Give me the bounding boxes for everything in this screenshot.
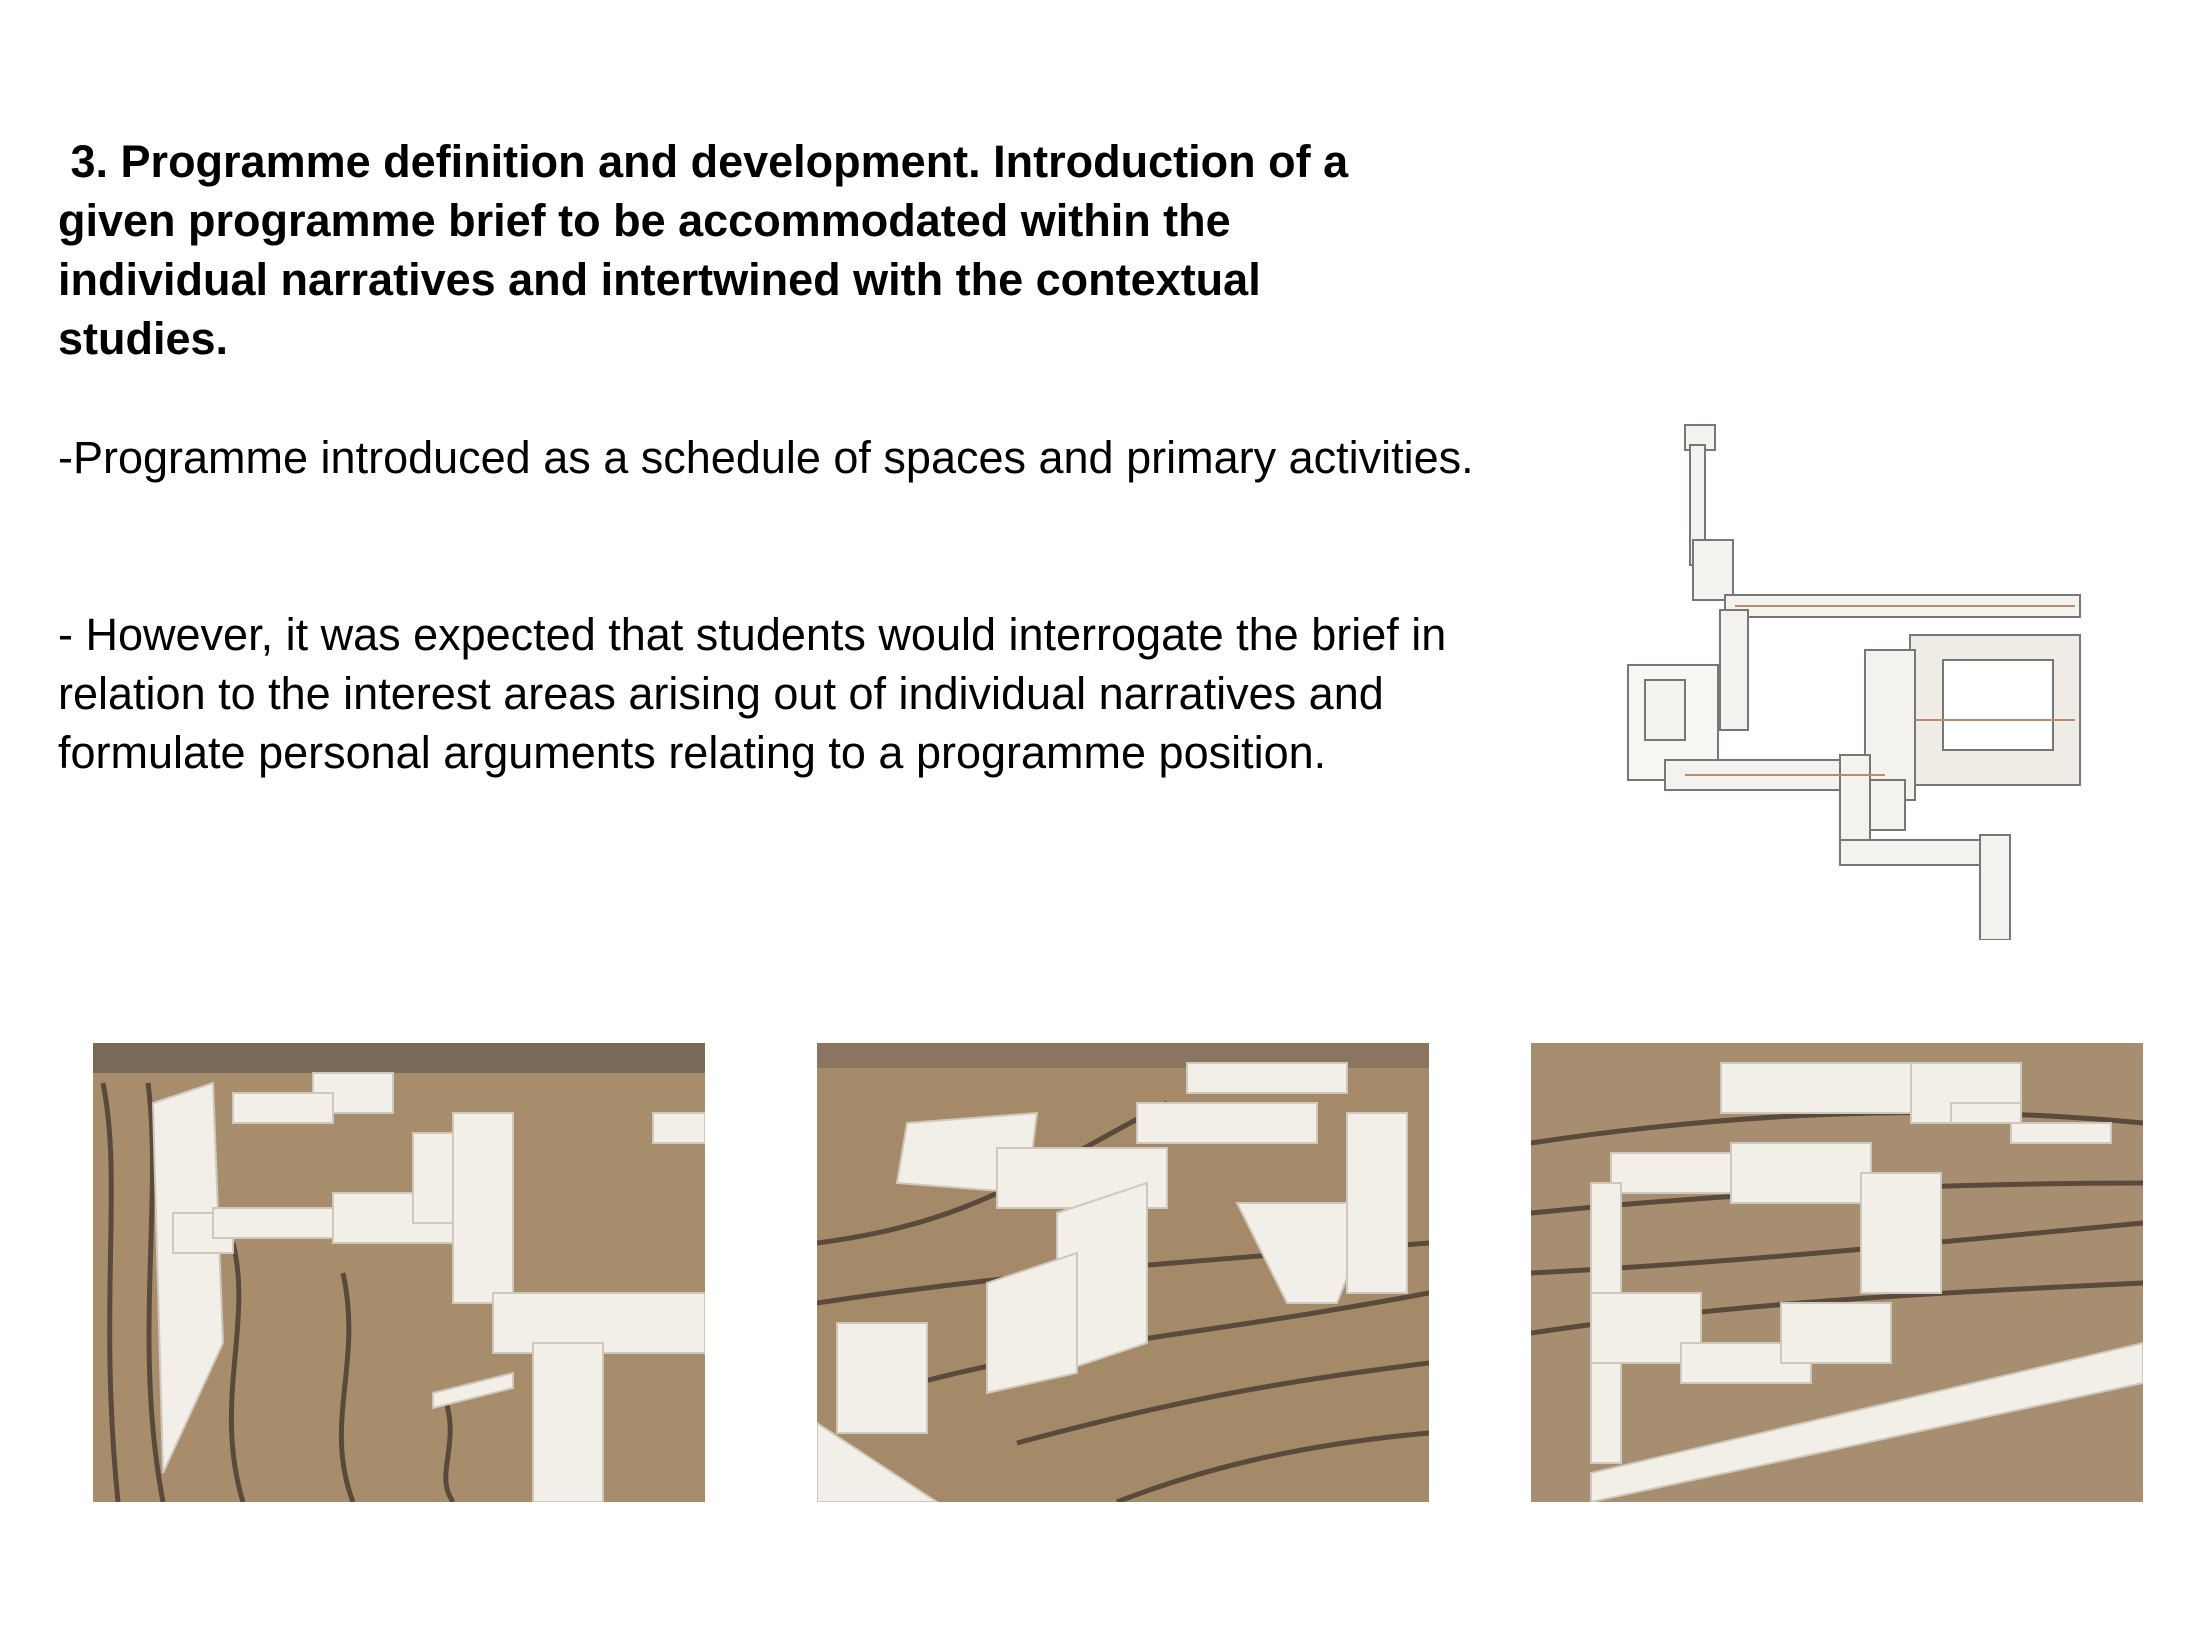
slide-heading: 3. Programme definition and development. Introduction of a given programme brief to be accommodated within the individual narratives and intertwined with the contextual studies. [58, 136, 1361, 364]
programme-schedule-paragraph: -Programme introduced as a schedule of spaces and primary activities. [58, 432, 1474, 483]
model-photo-2 [817, 1043, 1429, 1502]
model-photo-1 [93, 1043, 705, 1502]
model-photo-3 [1531, 1043, 2143, 1502]
programme-interrogation-paragraph: - However, it was expected that students would interrogate the brief in relation to the interest areas arising out of individual narratives and formulate personal arguments relating to a programme position. [58, 609, 1447, 778]
site-plan-model-image [1625, 420, 2085, 940]
